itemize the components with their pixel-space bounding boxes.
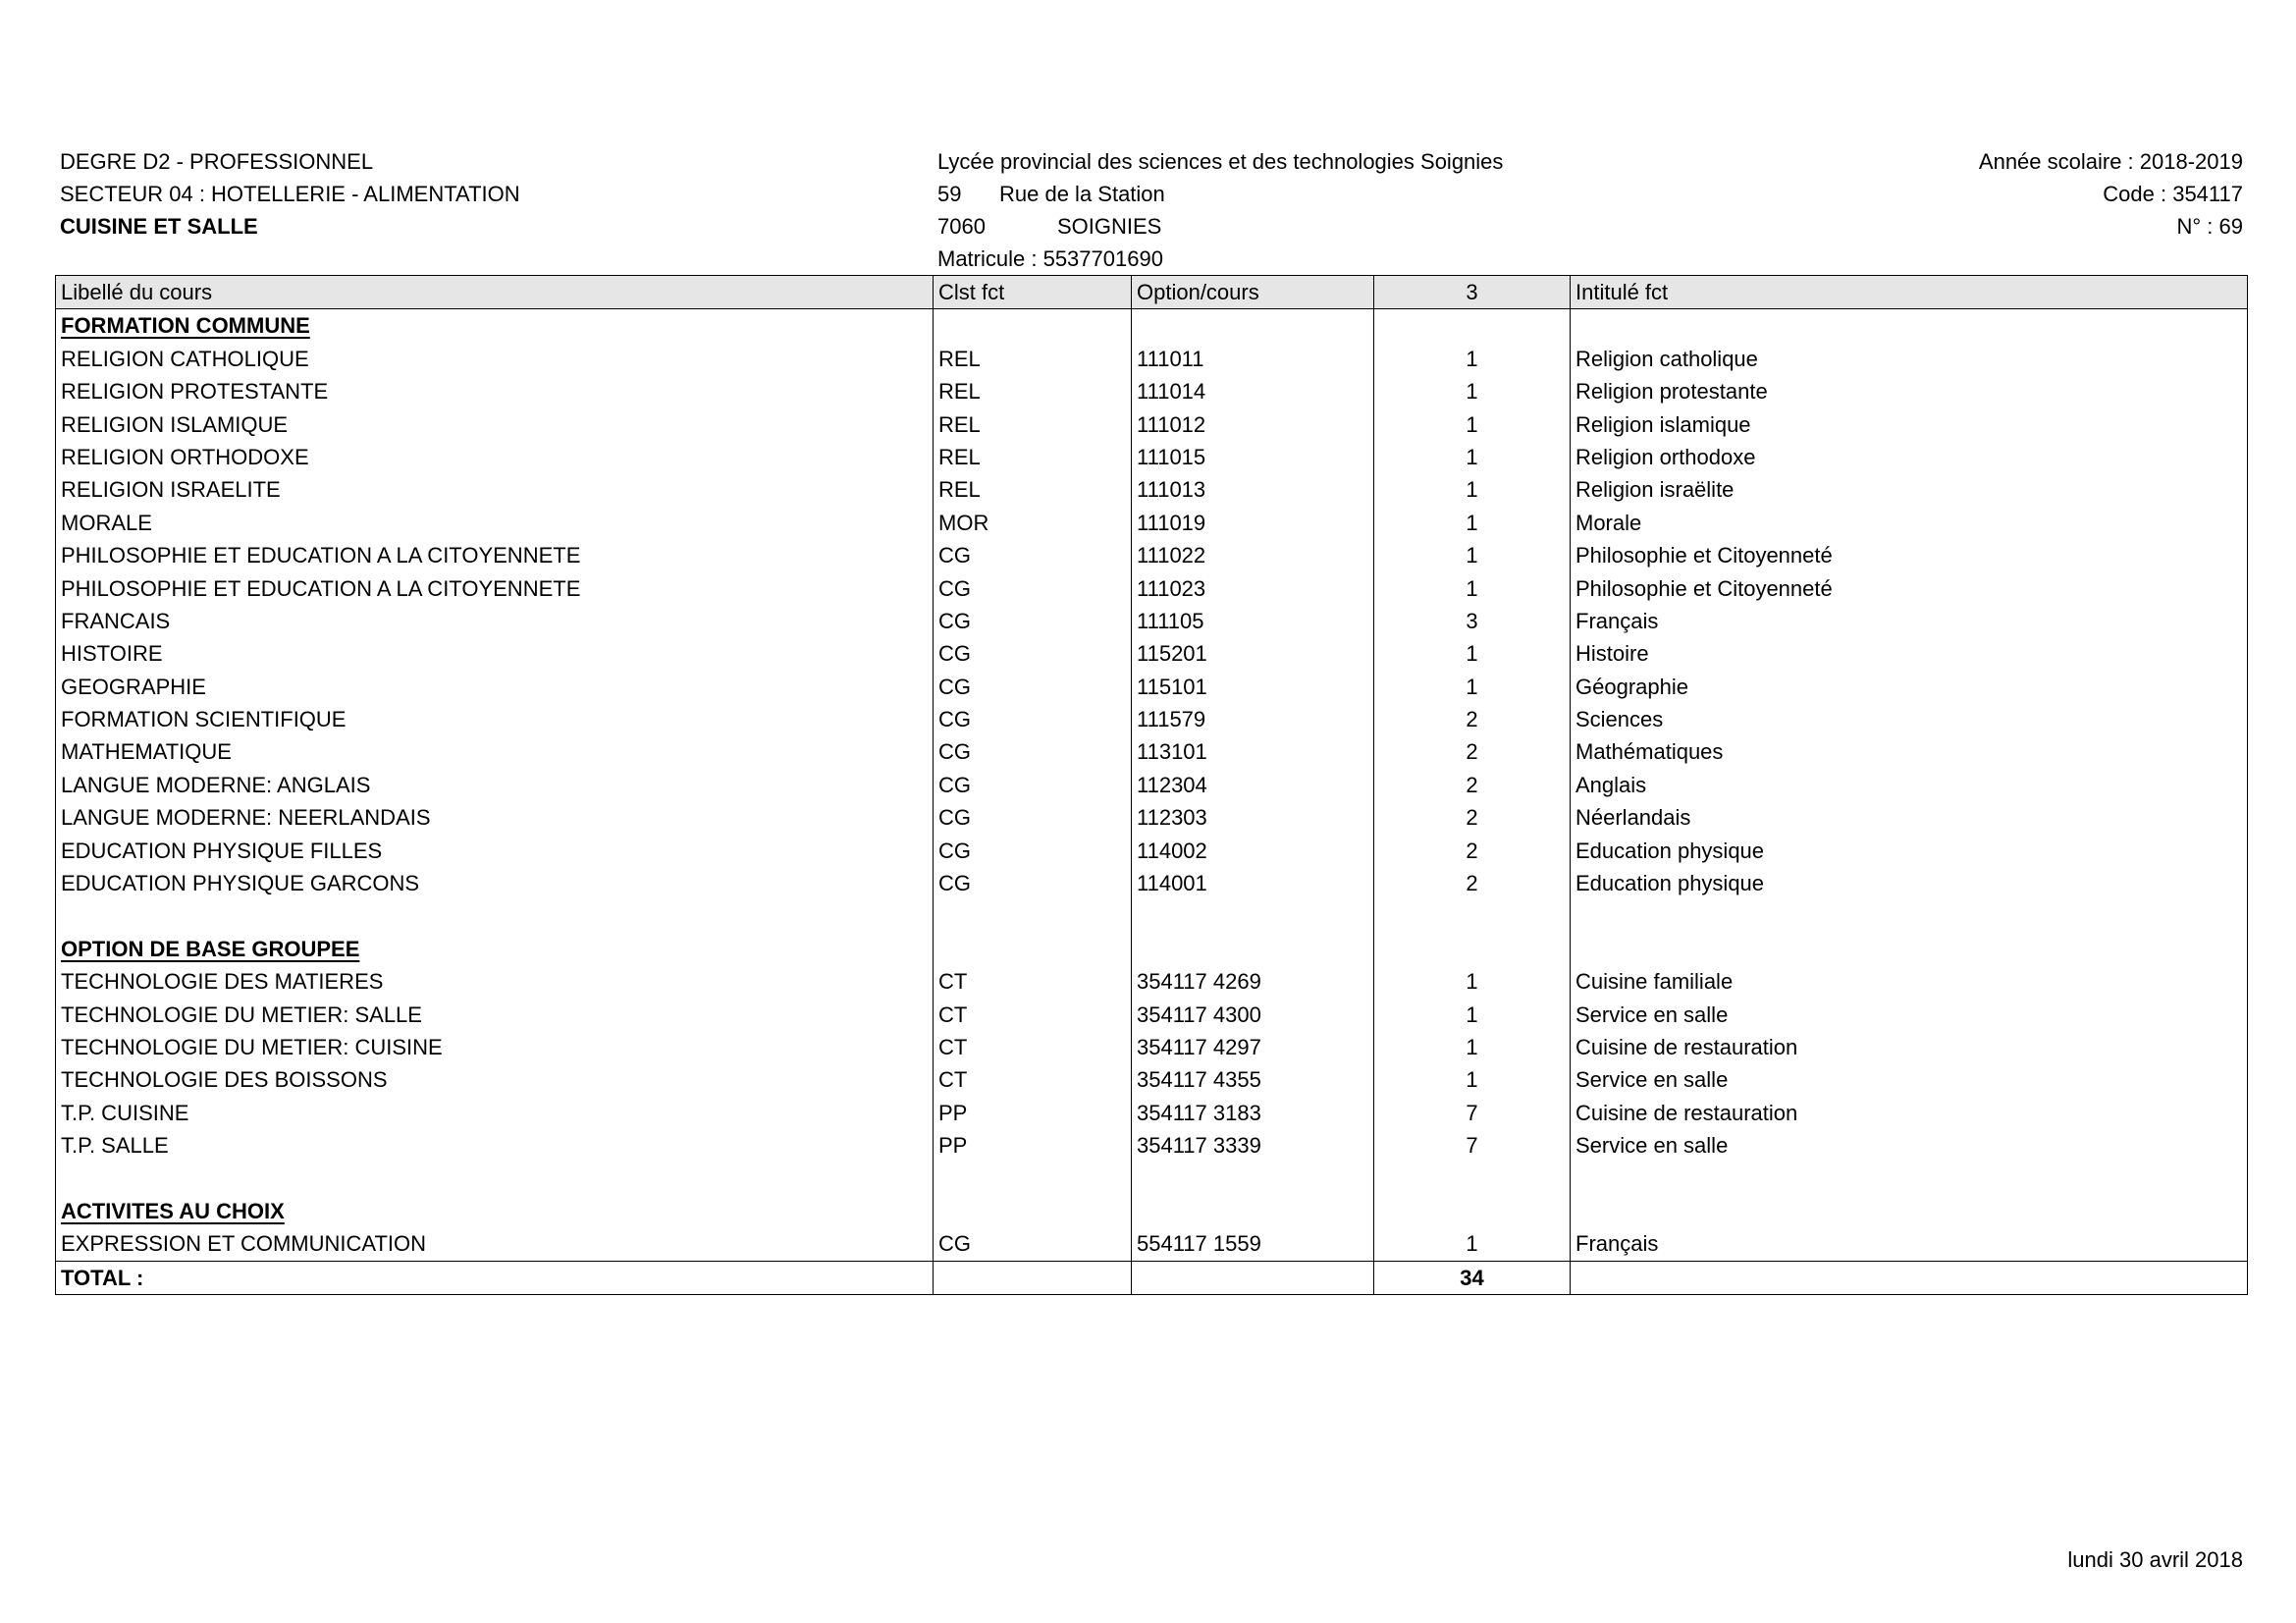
cell-course: T.P. SALLE [56,1129,934,1162]
empty-cell [1132,1195,1374,1227]
cell-title: Morale [1575,510,1642,535]
header-center [937,145,1503,275]
empty-cell [1132,933,1374,965]
cell-option: 111013 [1132,473,1374,506]
cell-option: 111022 [1132,539,1374,571]
cell-option: 354117 4355 [1132,1063,1374,1096]
empty-cell [934,933,1132,965]
table-row [56,999,2247,1031]
table-row [56,507,2247,539]
cell-title: Cuisine de restauration [1575,1034,1798,1059]
cell-clst: CT [934,999,1132,1031]
cell-hours: 2 [1374,835,1571,867]
school-year-label: Année scolaire : 2018-2019 [1978,149,2243,174]
cell-clst: CG [934,801,1132,834]
cell-hours: 2 [1374,735,1571,768]
empty-cell [1374,1163,1571,1195]
cell-course: MORALE [56,507,934,539]
course-table [55,275,2248,1295]
cell-title: Service en salle [1575,1133,1729,1159]
cell-course [56,1195,934,1227]
cell-clst: CG [934,769,1132,801]
cell-option: 111579 [1132,703,1374,735]
table-row [56,671,2247,703]
cell-hours: 1 [1374,1031,1571,1063]
empty-cell [1374,899,1571,932]
table-row [56,473,2247,506]
cell-course: TECHNOLOGIE DES BOISSONS [56,1063,934,1096]
cell-title: Mathématiques [1575,739,1724,765]
cell-clst: CG [934,572,1132,605]
cell-title: Français [1575,608,1659,633]
cell-title: Religion orthodoxe [1575,444,1756,469]
table-row [56,703,2247,735]
cell-title: Religion islamique [1575,411,1751,437]
cell-course [56,933,934,965]
table-row [56,1097,2247,1129]
cell-option: 111011 [1132,343,1374,375]
cell-course: FORMATION SCIENTIFIQUE [56,703,934,735]
cell-hours: 1 [1374,1227,1571,1260]
empty-cell [1132,309,1374,342]
column-header-course: Libellé du cours [56,276,934,308]
cell-course: RELIGION ISRAELITE [56,473,934,506]
total-empty-cell [1571,1262,2247,1294]
cell-hours: 2 [1374,703,1571,735]
cell-option: 113101 [1132,735,1374,768]
school-street [937,178,1503,210]
cell-title: Anglais [1575,772,1647,797]
matricule-label: Matricule : 5537701690 [937,246,1163,271]
cell-course: HISTOIRE [56,637,934,670]
cell-hours: 1 [1374,343,1571,375]
cell-clst: PP [934,1097,1132,1129]
table-row [56,375,2247,407]
cell-option: 115101 [1132,671,1374,703]
cell-hours: 1 [1374,375,1571,407]
cell-option: 111105 [1132,605,1374,637]
empty-cell [1571,1195,2247,1227]
cell-title: Philosophie et Citoyenneté [1575,575,1833,601]
total-empty-cell [934,1262,1132,1294]
empty-cell [1374,309,1571,342]
cell-course: PHILOSOPHIE ET EDUCATION A LA CITOYENNETE [56,572,934,605]
cell-clst: CG [934,539,1132,571]
column-header-hours: 3 [1374,276,1571,308]
header-left [60,145,520,243]
cell-title: Français [1575,1231,1659,1257]
cell-option: 354117 4269 [1132,965,1374,998]
cell-hours: 1 [1374,473,1571,506]
cell-option: 354117 3339 [1132,1129,1374,1162]
cell-title: Service en salle [1575,1067,1729,1093]
empty-cell [1374,1195,1571,1227]
orientation-label: CUISINE ET SALLE [60,214,258,239]
column-header-clst: Clst fct [934,276,1132,308]
cell-clst: CG [934,671,1132,703]
table-row [56,1129,2247,1162]
cell-option: 114002 [1132,835,1374,867]
cell-hours: 1 [1374,539,1571,571]
cell-clst: REL [934,375,1132,407]
cell-title: Géographie [1575,674,1688,699]
column-header-option: Option/cours [1132,276,1374,308]
cell-title: Religion catholique [1575,346,1758,371]
table-row [56,1031,2247,1063]
empty-cell [934,309,1132,342]
cell-option: 354117 4300 [1132,999,1374,1031]
table-row [56,539,2247,571]
degree-label: DEGRE D2 - PROFESSIONNEL [60,149,374,174]
cell-clst: CG [934,637,1132,670]
cell-option: 114001 [1132,867,1374,899]
cell-clst: CT [934,1063,1132,1096]
section-title: ACTIVITES AU CHOIX [61,1198,285,1223]
cell-option: 112303 [1132,801,1374,834]
cell-hours: 1 [1374,965,1571,998]
cell-clst: CG [934,735,1132,768]
cell-course: FRANCAIS [56,605,934,637]
cell-option: 111012 [1132,408,1374,441]
cell-hours: 1 [1374,671,1571,703]
cell-hours: 1 [1374,507,1571,539]
number-label: N° : 69 [2176,214,2243,239]
cell-hours: 3 [1374,605,1571,637]
school-name: Lycée provincial des sciences et des technologies Soignies [937,149,1504,174]
cell-course: LANGUE MODERNE: ANGLAIS [56,769,934,801]
cell-clst: REL [934,343,1132,375]
table-total-row [56,1261,2247,1294]
header-right [1979,145,2243,243]
total-label: TOTAL : [56,1262,934,1294]
cell-title: Religion protestante [1575,379,1768,405]
section-row [56,309,2247,342]
cell-course: TECHNOLOGIE DU METIER: CUISINE [56,1031,934,1063]
cell-clst: CG [934,703,1132,735]
cell-course: TECHNOLOGIE DES MATIERES [56,965,934,998]
cell-option: 111014 [1132,375,1374,407]
empty-cell [1571,1163,2247,1195]
empty-cell [1132,899,1374,932]
cell-clst: REL [934,441,1132,473]
cell-option: 115201 [1132,637,1374,670]
table-row [56,408,2247,441]
code-label: Code : 354117 [2103,182,2243,206]
table-body [56,309,2247,1260]
cell-clst: MOR [934,507,1132,539]
cell-option: 111023 [1132,572,1374,605]
street-name: Rue de la Station [999,182,1165,206]
cell-option: 354117 4297 [1132,1031,1374,1063]
table-row [56,769,2247,801]
cell-clst: REL [934,408,1132,441]
cell-course: RELIGION ORTHODOXE [56,441,934,473]
table-header-row [56,276,2247,309]
cell-course: LANGUE MODERNE: NEERLANDAIS [56,801,934,834]
cell-hours: 7 [1374,1129,1571,1162]
spacer-row [56,899,2247,932]
empty-cell [1571,309,2247,342]
cell-course: TECHNOLOGIE DU METIER: SALLE [56,999,934,1031]
section-row [56,933,2247,965]
cell-title: Sciences [1575,707,1664,732]
cell-hours: 2 [1374,867,1571,899]
cell-course: EDUCATION PHYSIQUE FILLES [56,835,934,867]
cell-clst: CG [934,867,1132,899]
postal-code: 7060 [937,214,986,239]
table-row [56,343,2247,375]
empty-cell [1571,899,2247,932]
total-empty-cell [1132,1262,1374,1294]
total-hours: 34 [1374,1262,1571,1294]
column-header-title: Intitulé fct [1571,276,2247,308]
table-row [56,637,2247,670]
spacer-row [56,1163,2247,1195]
city-name: SOIGNIES [1057,214,1162,239]
cell-clst: CT [934,1031,1132,1063]
cell-clst: PP [934,1129,1132,1162]
cell-title: Education physique [1575,838,1765,863]
cell-title: Education physique [1575,871,1765,896]
cell-hours: 7 [1374,1097,1571,1129]
cell-clst: CG [934,835,1132,867]
table-row [56,835,2247,867]
cell-title: Histoire [1575,641,1649,667]
cell-hours: 2 [1374,801,1571,834]
table-row [56,801,2247,834]
table-row [56,735,2247,768]
empty-cell [56,1163,934,1195]
cell-hours: 2 [1374,769,1571,801]
cell-clst: CG [934,605,1132,637]
section-title: FORMATION COMMUNE [61,313,310,339]
cell-course: EDUCATION PHYSIQUE GARCONS [56,867,934,899]
cell-hours: 1 [1374,1063,1571,1096]
cell-title: Cuisine familiale [1575,969,1734,995]
cell-title: Religion israëlite [1575,477,1735,503]
cell-course: RELIGION CATHOLIQUE [56,343,934,375]
table-row [56,1227,2247,1260]
empty-cell [934,899,1132,932]
cell-option: 111015 [1132,441,1374,473]
cell-title: Philosophie et Citoyenneté [1575,543,1833,568]
school-city [937,210,1503,243]
cell-option: 111019 [1132,507,1374,539]
empty-cell [934,1195,1132,1227]
cell-hours: 1 [1374,637,1571,670]
table-row [56,965,2247,998]
cell-clst: REL [934,473,1132,506]
empty-cell [56,899,934,932]
empty-cell [1374,933,1571,965]
cell-option: 554117 1559 [1132,1227,1374,1260]
cell-course: EXPRESSION ET COMMUNICATION [56,1227,934,1260]
section-title: OPTION DE BASE GROUPEE [61,936,360,961]
cell-hours: 1 [1374,441,1571,473]
cell-option: 112304 [1132,769,1374,801]
cell-course: MATHEMATIQUE [56,735,934,768]
table-row [56,605,2247,637]
footer-date: lundi 30 avril 2018 [2067,1547,2243,1572]
cell-course: T.P. CUISINE [56,1097,934,1129]
cell-clst: CT [934,965,1132,998]
cell-hours: 1 [1374,572,1571,605]
cell-course: RELIGION ISLAMIQUE [56,408,934,441]
table-row [56,572,2247,605]
empty-cell [934,1163,1132,1195]
section-row [56,1195,2247,1227]
cell-title: Néerlandais [1575,805,1691,831]
empty-cell [1571,933,2247,965]
street-number: 59 [937,182,962,206]
table-row [56,441,2247,473]
cell-option: 354117 3183 [1132,1097,1374,1129]
cell-course: RELIGION PROTESTANTE [56,375,934,407]
table-row [56,867,2247,899]
cell-course: PHILOSOPHIE ET EDUCATION A LA CITOYENNETE [56,539,934,571]
cell-hours: 1 [1374,408,1571,441]
sector-label: SECTEUR 04 : HOTELLERIE - ALIMENTATION [60,182,520,206]
cell-title: Service en salle [1575,1001,1729,1027]
empty-cell [1132,1163,1374,1195]
table-row [56,1063,2247,1096]
cell-clst: CG [934,1227,1132,1260]
cell-course [56,309,934,342]
cell-title: Cuisine de restauration [1575,1100,1798,1125]
cell-hours: 1 [1374,999,1571,1031]
cell-course: GEOGRAPHIE [56,671,934,703]
